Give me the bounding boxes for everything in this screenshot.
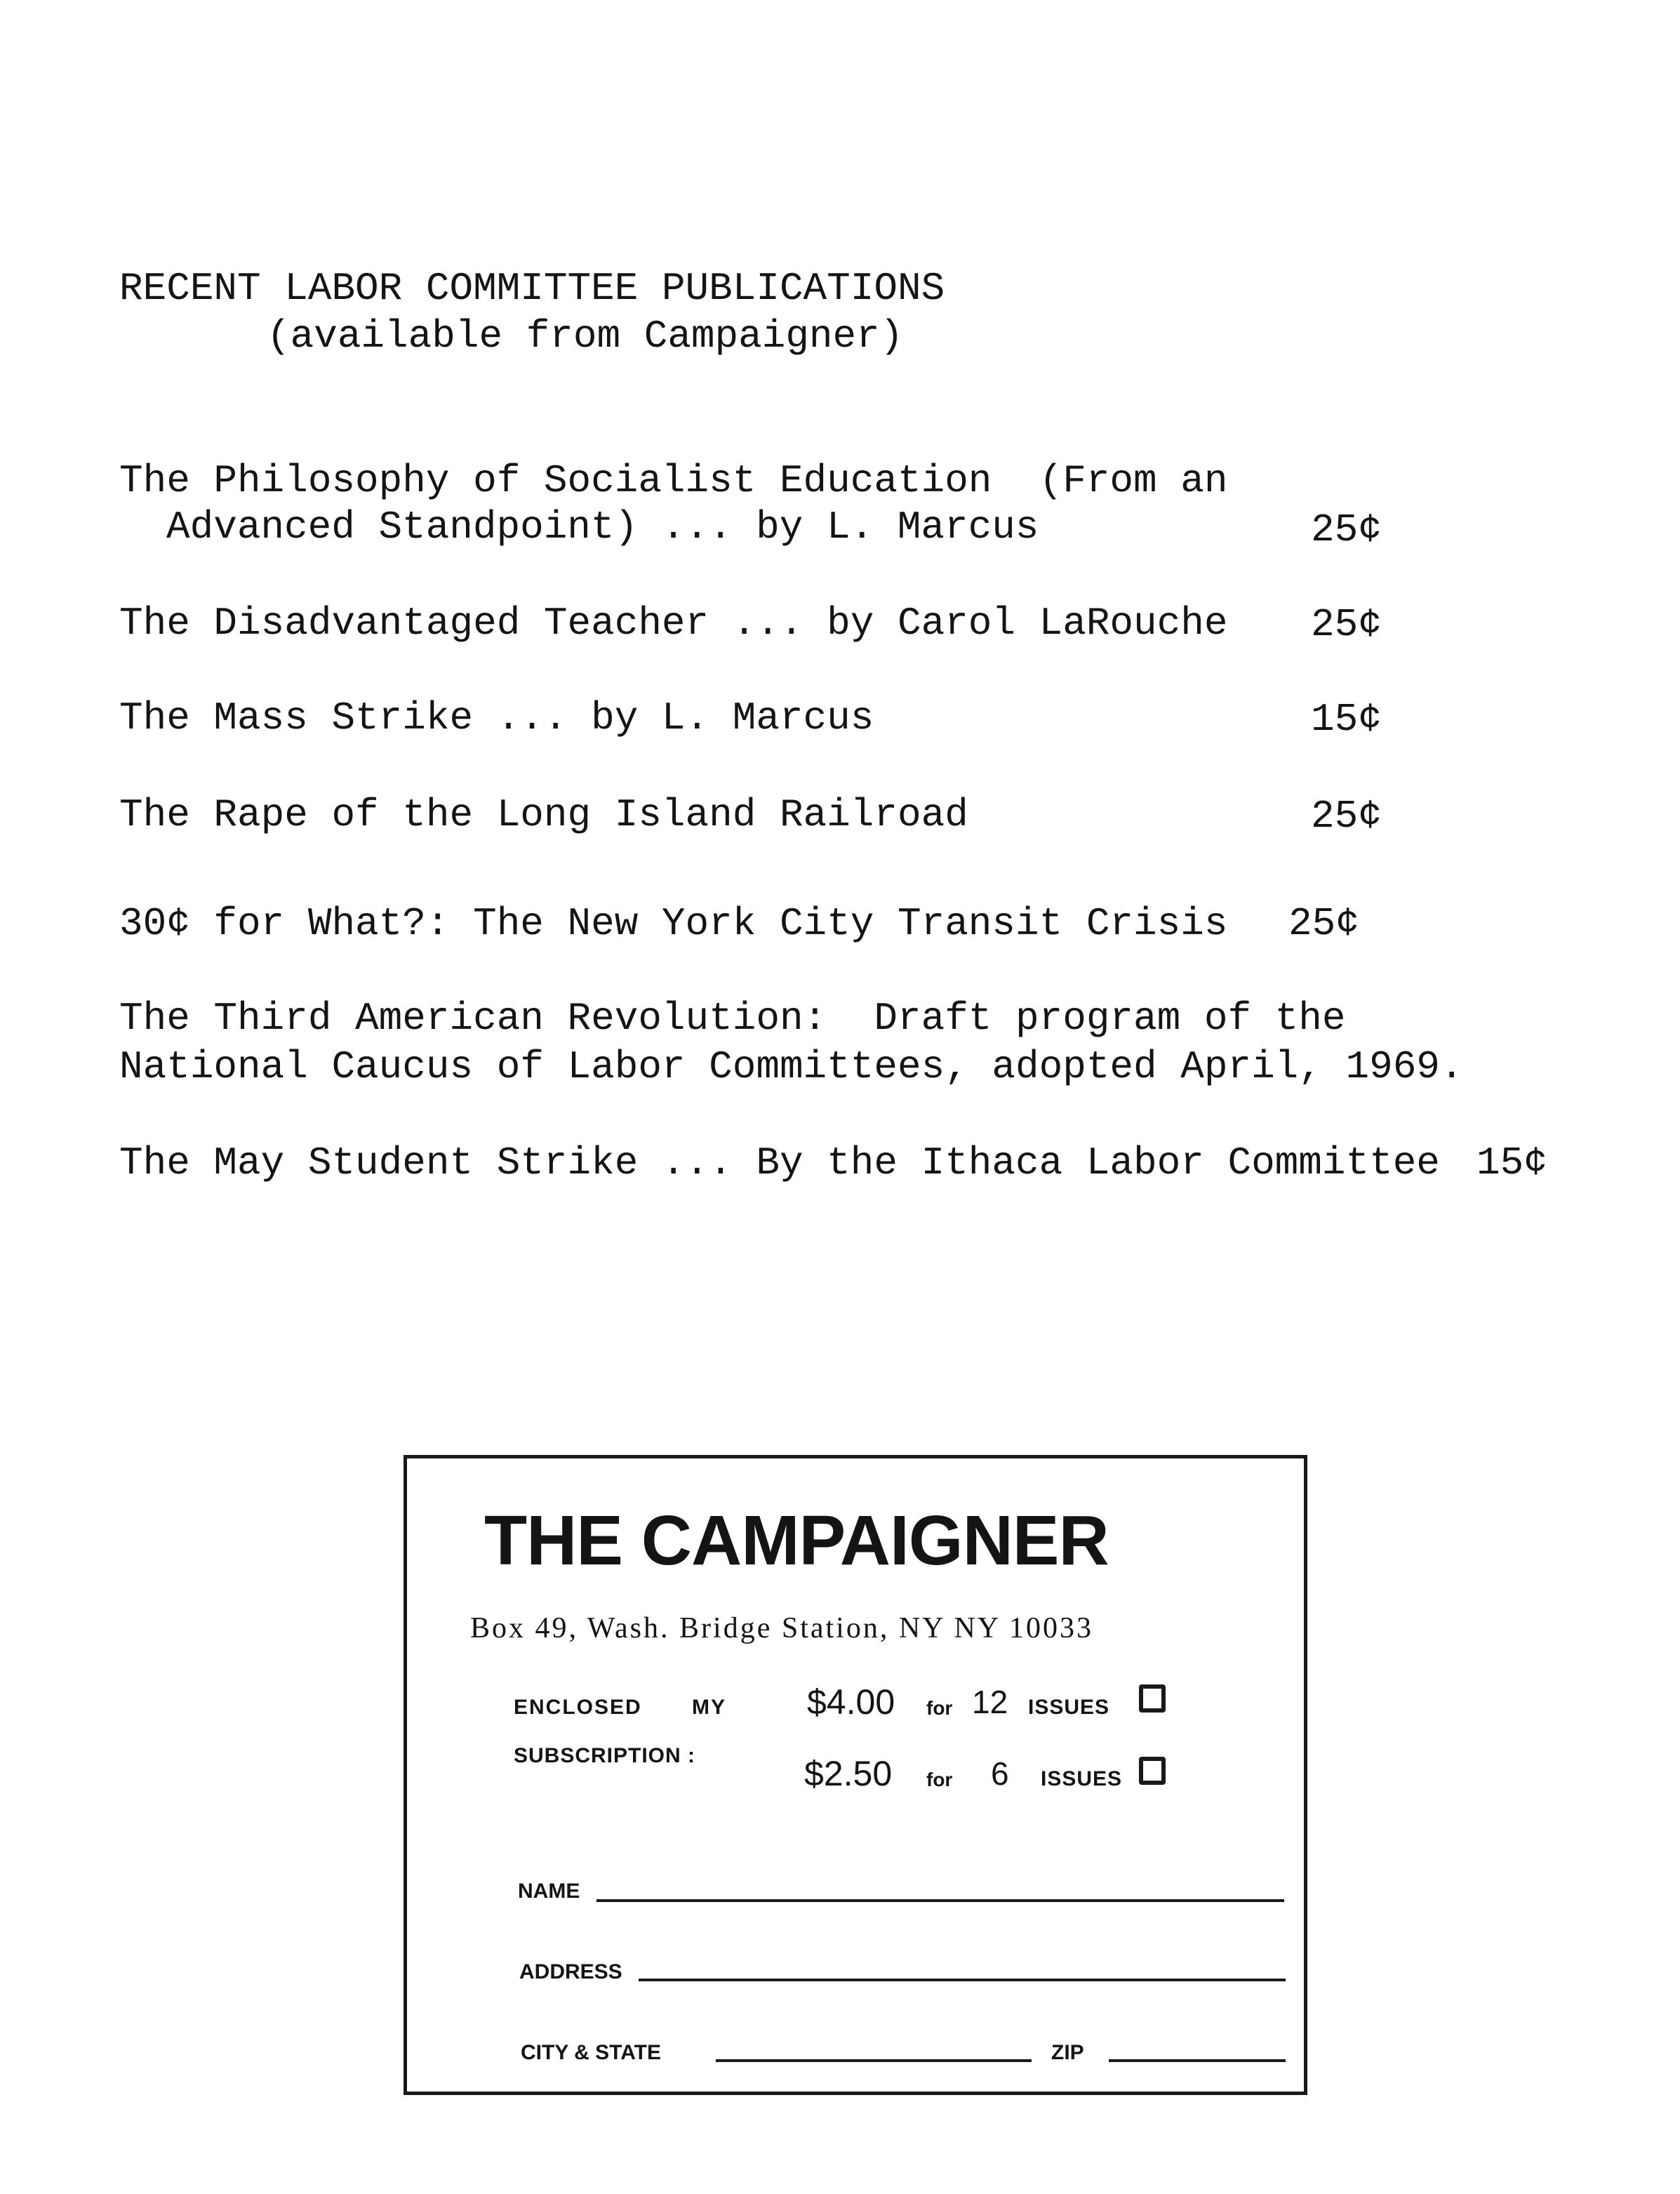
publication-title-cont: Advanced Standpoint) ... by L. Marcus xyxy=(166,505,1039,550)
subscription-label: SUBSCRIPTION : xyxy=(514,1744,696,1767)
city-state-field[interactable] xyxy=(716,2059,1032,2062)
publication-title-cont: National Caucus of Labor Committees, adopted April, 1969. xyxy=(119,1044,1464,1089)
publication-price: 25¢ xyxy=(1311,507,1382,552)
name-label: NAME xyxy=(518,1880,580,1903)
option2-amount: $2.50 xyxy=(804,1754,893,1793)
publication-title: The Philosophy of Socialist Education (From an xyxy=(119,458,1228,503)
publication-title: The May Student Strike ... By the Ithaca Labor Committee xyxy=(119,1141,1440,1185)
option2-issues: ISSUES xyxy=(1041,1767,1123,1790)
zip-label: ZIP xyxy=(1051,2041,1084,2064)
publication-title: The Third American Revolution: Draft program of the xyxy=(119,996,1346,1041)
publication-title: 30¢ for What?: The New York City Transit Crisis xyxy=(119,901,1228,946)
enclosed-label: ENCLOSED xyxy=(514,1696,642,1719)
form-title: THE CAMPAIGNER xyxy=(484,1501,1109,1580)
publication-title: The Mass Strike ... by L. Marcus xyxy=(119,696,874,740)
option2-for: for xyxy=(926,1769,953,1790)
publication-price: 25¢ xyxy=(1311,602,1382,647)
publication-price: 25¢ xyxy=(1288,901,1359,946)
city-state-label: CITY & STATE xyxy=(521,2041,662,2064)
option1-issues: ISSUES xyxy=(1028,1696,1110,1719)
publication-title: The Rape of the Long Island Railroad xyxy=(119,792,968,837)
option1-checkbox[interactable] xyxy=(1139,1684,1166,1713)
address-field[interactable] xyxy=(639,1979,1286,1981)
page-subtitle: (available from Campaigner) xyxy=(267,314,904,359)
option1-amount: $4.00 xyxy=(807,1682,895,1722)
my-label: MY xyxy=(692,1696,726,1719)
publication-price: 15¢ xyxy=(1476,1141,1547,1185)
zip-field[interactable] xyxy=(1109,2059,1286,2062)
subscription-form xyxy=(404,1455,1307,2095)
address-label: ADDRESS xyxy=(519,1960,622,1983)
option1-count: 12 xyxy=(972,1684,1008,1720)
option1-for: for xyxy=(926,1697,953,1719)
option2-checkbox[interactable] xyxy=(1139,1757,1166,1785)
publication-title: The Disadvantaged Teacher ... by Carol LaRouche xyxy=(119,601,1228,646)
page-title: RECENT LABOR COMMITTEE PUBLICATIONS xyxy=(119,266,945,311)
name-field[interactable] xyxy=(596,1899,1284,1902)
option2-count: 6 xyxy=(991,1755,1009,1792)
form-address: Box 49, Wash. Bridge Station, NY NY 10033 xyxy=(470,1612,1094,1644)
publication-price: 25¢ xyxy=(1311,794,1382,839)
publication-price: 15¢ xyxy=(1311,697,1382,742)
